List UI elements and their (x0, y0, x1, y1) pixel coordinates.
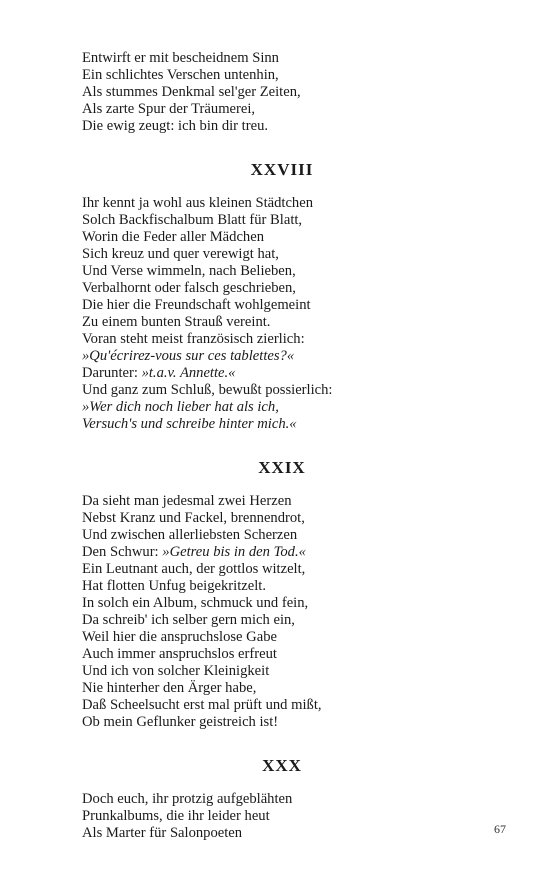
verse-line: Doch euch, ihr protzig aufgeblähten (82, 791, 293, 807)
italic-quote: »t.a.v. Annette.« (141, 365, 236, 381)
verse-line: Da sieht man jedesmal zwei Herzen (82, 493, 292, 509)
verse-line-mixed (82, 365, 482, 382)
verse-prefix: Darunter: (82, 365, 142, 381)
italic-quote: »Wer dich noch lieber hat als ich, (82, 399, 279, 415)
verse-line: Weil hier die anspruchslose Gabe (82, 629, 277, 645)
poem-xxix (82, 493, 482, 731)
verse-line: Daß Scheelsucht erst mal prüft und mißt, (82, 697, 322, 713)
verse-line: Die hier die Freundschaft wohlgemeint (82, 297, 311, 313)
verse-line: Und Verse wimmeln, nach Belieben, (82, 263, 296, 279)
page-text (82, 50, 482, 842)
verse-line-italic (82, 348, 482, 365)
stanza-continuation (82, 50, 482, 135)
italic-quote: »Getreu bis in den Tod.« (162, 544, 306, 560)
italic-quote: Versuch's und schreibe hinter mich.« (82, 416, 297, 432)
verse-line: Ihr kennt ja wohl aus kleinen Städtchen (82, 195, 314, 211)
verse-line: Auch immer anspruchslos erfreut (82, 646, 277, 662)
poem-heading-xxviii: XXVIII (250, 160, 314, 179)
verse-line: Nebst Kranz und Fackel, brennendrot, (82, 510, 305, 526)
verse-line: Nie hinterher den Ärger habe, (82, 680, 257, 696)
verse-line-mixed (82, 544, 482, 561)
poem-heading-xxix: XXIX (258, 458, 306, 477)
verse-line: In solch ein Album, schmuck und fein, (82, 595, 309, 611)
verse-line: Und ganz zum Schluß, bewußt possierlich: (82, 382, 333, 398)
verse-line: Als stummes Denkmal sel'ger Zeiten, (82, 84, 301, 100)
verse-line: Hat flotten Unfug beigekritzelt. (82, 578, 266, 594)
verse-line: Prunkalbums, die ihr leider heut (82, 808, 270, 824)
poem-xxviii (82, 195, 482, 433)
poem-xxx (82, 791, 482, 842)
verse-line: Sich kreuz und quer verewigt hat, (82, 246, 279, 262)
verse-line: Worin die Feder aller Mädchen (82, 229, 264, 245)
verse-line: Solch Backfischalbum Blatt für Blatt, (82, 212, 303, 228)
verse-line: Ob mein Geflunker geistreich ist! (82, 714, 279, 730)
italic-quote: »Qu'écrirez-vous sur ces tablettes?« (82, 348, 295, 364)
verse-line: Voran steht meist französisch zierlich: (82, 331, 305, 347)
verse-prefix: Den Schwur: (82, 544, 163, 560)
verse-line: Die ewig zeugt: ich bin dir treu. (82, 118, 269, 134)
verse-line: Da schreib' ich selber gern mich ein, (82, 612, 295, 628)
verse-line: Verbalhornt oder falsch geschrieben, (82, 280, 296, 296)
verse-line: Und zwischen allerliebsten Scherzen (82, 527, 298, 543)
verse-line: Zu einem bunten Strauß vereint. (82, 314, 271, 330)
verse-line: Als Marter für Salonpoeten (82, 825, 243, 841)
verse-line: Entwirft er mit bescheidnem Sinn (82, 50, 279, 66)
verse-line: Ein Leutnant auch, der gottlos witzelt, (82, 561, 306, 577)
verse-line-italic (82, 399, 482, 416)
poem-heading-xxx: XXX (262, 756, 302, 775)
verse-line: Als zarte Spur der Träumerei, (82, 101, 256, 117)
page-number: 67 (494, 822, 506, 836)
verse-line: Und ich von solcher Kleinigkeit (82, 663, 270, 679)
verse-line-italic (82, 416, 482, 433)
verse-line: Ein schlichtes Verschen untenhin, (82, 67, 279, 83)
